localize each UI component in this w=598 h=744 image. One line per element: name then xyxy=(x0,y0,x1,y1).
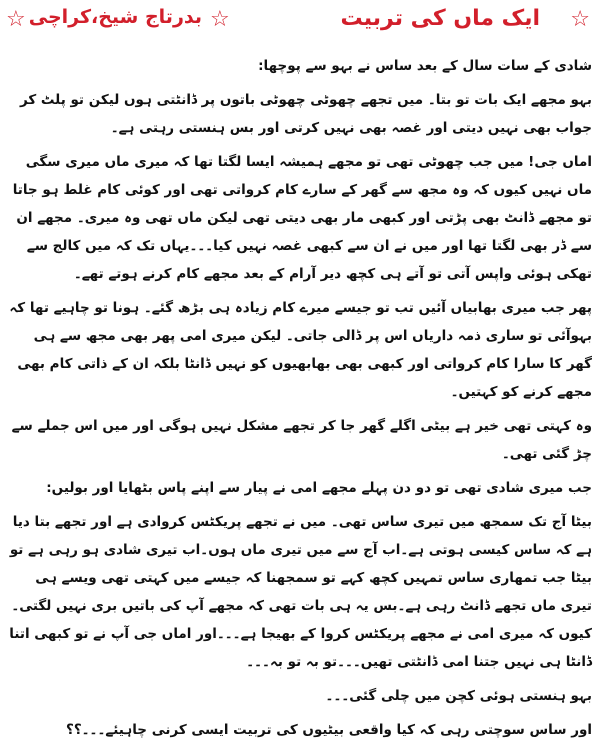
author-name: بدرتاج شیخ،کراچی xyxy=(28,6,202,28)
story-paragraph: بہو ہنستی ہوئی کچن میں چلی گئی۔۔۔ xyxy=(325,688,592,704)
story-paragraph: جب میری شادی تھی تو دو دن پہلے مجھے امی نے پیار سے اپنے پاس بٹھایا اور بولیں: xyxy=(46,480,592,496)
story-body xyxy=(6,52,592,738)
header xyxy=(0,4,598,42)
story-paragraph: بہو مجھے ایک بات تو بتا۔ میں تجھے چھوٹی چھوٹی باتوں پر ڈانٹتی ہوں لیکن تو پلٹ کر جواب بھی نہیں دیتی اور غصہ بھی نہیں کرتی اور بس ہنستی رہتی ہے۔ xyxy=(19,92,592,136)
story-paragraph: شادی کے سات سال کے بعد ساس نے بہو سے پوچھا: xyxy=(258,58,592,74)
story-paragraph: بیٹا آج تک سمجھ میں تیری ساس تھی۔ میں نے تجھے پریکٹس کروادی ہے اور تجھے بتا دیا ہے کہ ساس کیسی ہوتی ہے۔اب آج سے میں تیری ماں ہوں۔اب تیری شادی ہو رہی ہے تو بیٹا جب تمھاری ساس تمہیں کچھ کہے تو سمجھنا کہ جیسے میں کہتی تھی ویسے ہی تیری ماں تجھے ڈانٹ رہی ہے۔بس یہ ہی بات تھی کہ مجھے آپ کی باتیں بری نہیں لگتی۔ کیوں کہ میری امی نے مجھے پریکٹس کروا کے بھیجا ہے۔۔۔اور اماں جی آپ نے تو کبھی اتنا ڈانٹا ہی نہیں جتنا امی ڈانٹتی تھیں۔۔۔تو بہ تو بہ۔۔۔ xyxy=(9,514,592,670)
story-paragraph: پھر جب میری بھابیاں آئیں تب تو جیسے میرے کام زیادہ ہی بڑھ گئے۔ ہونا تو چاہیے تھا کہ بہوآئی تو ساری ذمہ داریاں اس پر ڈالی جاتی۔ لیکن میری امی پھر بھی مجھ سے ہی گھر کا سارا کام کرواتی اور کبھی بھی بھابھیوں کو نہیں ڈانٹا بلکہ ان کے ذاتی کام بھی مجھے کرنے کو کہتیں۔ xyxy=(9,300,592,400)
star-outline-icon: ☆ xyxy=(210,7,230,32)
story-paragraph: اماں جی! میں جب چھوٹی تھی تو مجھے ہمیشہ ایسا لگتا تھا کہ میری ماں میری سگی ماں نہیں کیوں کہ وہ مجھ سے گھر کے سارے کام کرواتی تھی اور کوئی کام غلط ہو جاتا تو مجھے ڈانٹ بھی پڑتی اور کبھی مار بھی دیتی تھی لیکن ماں تھی وہ میری۔ مجھے ان سے ڈر بھی لگتا تھا اور میں نے ان سے کبھی غصہ نہیں کیا۔۔۔یہاں تک کہ میں کالج سے تھکی ہوئی واپس آتی تو آتے ہی کچھ دیر آرام کے بعد مجھے کام کرنے ہوتے تھے۔ xyxy=(12,154,592,282)
star-outline-icon: ☆ xyxy=(570,7,590,32)
story-paragraph: اور ساس سوچتی رہی کہ کیا واقعی بیٹیوں کی تربیت ایسی کرنی چاہیئے۔۔۔؟؟ xyxy=(65,722,592,738)
story-paragraph: وہ کہتی تھی خیر ہے بیٹی اگلے گھر جا کر تجھے مشکل نہیں ہوگی اور میں اس جملے سے چڑ گئی تھی۔ xyxy=(11,418,592,462)
star-outline-icon: ☆ xyxy=(6,7,26,32)
story-title: ایک ماں کی تربیت xyxy=(340,6,540,31)
